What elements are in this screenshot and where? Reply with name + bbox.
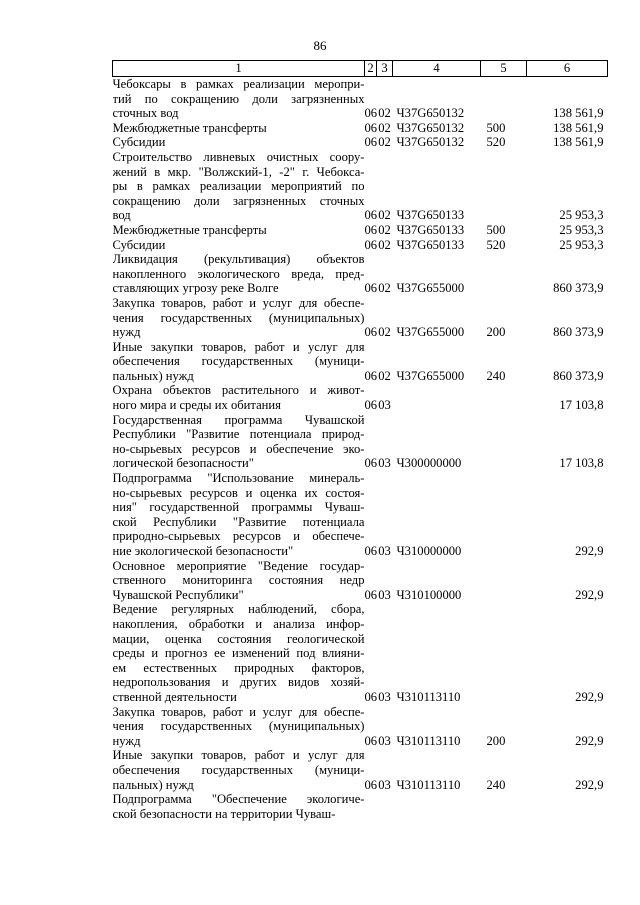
- description-line: ственного мониторинга состояния недр: [112, 573, 365, 588]
- description-line: нужд: [112, 325, 141, 340]
- target-article-code: Ч300000000: [396, 456, 462, 471]
- description-line: ние экологической безопасности": [112, 544, 294, 558]
- table-row: [113, 252, 608, 296]
- description-line: ственной деятельности: [112, 689, 237, 704]
- table-row: [113, 296, 608, 340]
- table-row: [113, 135, 608, 150]
- description-line: Республики "Развитие потенциала природ-: [112, 427, 365, 442]
- section-code: 06: [364, 120, 378, 135]
- row-description: [113, 602, 365, 704]
- expense-type-code: [481, 471, 527, 559]
- expense-type-code: [481, 602, 527, 704]
- subsection-code: 02: [378, 325, 391, 340]
- amount: 138 561,9: [553, 106, 604, 121]
- header-col-2: 2: [365, 61, 377, 77]
- description-line: накопленного экологического вреда, пред-: [112, 266, 365, 281]
- subsection-code: 02: [378, 237, 391, 252]
- description-line: нужд: [112, 733, 141, 748]
- row-description: [113, 77, 365, 121]
- description-line: но-сырьевых ресурсов и обеспечение эко-: [112, 441, 365, 456]
- amount: 25 953,3: [559, 208, 604, 223]
- row-description: [113, 238, 365, 253]
- description-line: Закупка товаров, работ и услуг для обеспе-: [112, 704, 365, 719]
- table-row: [113, 340, 608, 384]
- expense-type-code: [481, 150, 527, 223]
- description-line: Закупка товаров, работ и услуг для обеспе-: [112, 295, 365, 310]
- expense-type-code: [481, 559, 527, 603]
- description-line: Подпрограмма "Использование минераль-: [112, 471, 365, 486]
- expense-type-code: [481, 77, 527, 121]
- amount: 25 953,3: [559, 222, 604, 237]
- description-line: чения государственных (муниципальных): [112, 719, 365, 734]
- header-col-4: 4: [393, 61, 481, 77]
- subsection-code: 03: [378, 456, 391, 471]
- row-description: [113, 559, 365, 603]
- header-col-1: 1: [113, 61, 365, 77]
- description-line: мации, оценка состояния геологической: [112, 631, 365, 646]
- header-col-5: 5: [481, 61, 527, 77]
- description-line: Подпрограмма "Обеспечение экологиче-: [112, 792, 365, 807]
- subsection-code: 02: [378, 222, 391, 237]
- target-article-code: Ч37G650133: [396, 222, 465, 237]
- section-code: 06: [364, 325, 378, 340]
- description-line: Межбюджетные трансферты: [112, 120, 267, 135]
- subsection-code: 02: [378, 208, 391, 223]
- table-row: [113, 748, 608, 792]
- description-line: природно-сырьевых ресурсов и обеспече-: [112, 529, 365, 544]
- subsection-code: 02: [378, 106, 391, 121]
- subsection-code: [377, 792, 393, 821]
- section-code: 06: [364, 733, 378, 748]
- description-line: ской безопасности на территории Чуваш-: [112, 806, 336, 821]
- description-line: Иные закупки товаров, работ и услуг для: [112, 748, 365, 763]
- header-col-3: 3: [377, 61, 393, 77]
- description-line: Чебоксары в рамках реализации меропри-: [112, 77, 365, 91]
- amount: 25 953,3: [559, 237, 604, 252]
- description-line: пальных) нужд: [112, 777, 194, 792]
- subsection-code: 03: [378, 777, 391, 792]
- expense-type-code: 200: [486, 733, 506, 748]
- amount: 292,9: [575, 733, 604, 748]
- subsection-code: 03: [378, 689, 391, 704]
- amount: 138 561,9: [553, 120, 604, 135]
- target-article-code: Ч310113110: [396, 689, 461, 704]
- amount: [527, 792, 608, 821]
- row-description: [113, 792, 365, 821]
- description-line: Строительство ливневых очистных соору-: [112, 149, 365, 164]
- description-line: сокращению доли загрязненных сточных: [112, 193, 365, 208]
- subsection-code: 03: [378, 544, 391, 558]
- table-row: [113, 559, 608, 603]
- description-line: Чувашской Республики": [112, 587, 244, 602]
- expense-type-code: 240: [486, 368, 506, 383]
- description-line: Охрана объектов растительного и живот-: [112, 383, 365, 398]
- section-code: 06: [364, 456, 378, 471]
- target-article-code: Ч37G650133: [396, 208, 465, 223]
- target-article-code: Ч37G650132: [396, 135, 465, 150]
- row-description: [113, 252, 365, 296]
- description-line: но-сырьевых ресурсов и оценка их состоя-: [112, 485, 365, 500]
- target-article-code: Ч37G655000: [396, 325, 465, 340]
- table-row: [113, 238, 608, 253]
- subsection-code: 03: [378, 398, 391, 413]
- description-line: недропользования и других видов хозяй-: [112, 675, 365, 690]
- amount: 860 373,9: [553, 325, 604, 340]
- expense-type-code: [481, 383, 527, 412]
- target-article-code: [393, 383, 481, 412]
- section-code: 06: [364, 135, 378, 150]
- amount: 860 373,9: [553, 281, 604, 296]
- description-line: Ведение регулярных наблюдений, сбора,: [112, 602, 365, 617]
- description-line: Основное мероприятие "Ведение государ-: [112, 558, 365, 573]
- description-line: ем естественных природных факторов,: [112, 660, 365, 675]
- table-row: [113, 77, 608, 121]
- amount: 860 373,9: [553, 368, 604, 383]
- row-description: [113, 413, 365, 471]
- section-code: 06: [364, 544, 378, 558]
- table-row: [113, 121, 608, 136]
- description-line: сточных вод: [112, 106, 179, 121]
- target-article-code: Ч310000000: [396, 544, 462, 558]
- subsection-code: 02: [378, 281, 391, 296]
- target-article-code: Ч37G655000: [396, 281, 465, 296]
- subsection-code: 02: [378, 135, 391, 150]
- expense-type-code: [481, 792, 527, 821]
- row-description: [113, 705, 365, 749]
- expense-type-code: [481, 413, 527, 471]
- expense-type-code: 500: [486, 120, 506, 135]
- target-article-code: Ч310100000: [396, 587, 462, 602]
- description-line: Межбюджетные трансферты: [112, 222, 267, 237]
- description-line: Субсидии: [112, 135, 166, 150]
- description-line: жений в мкр. "Волжский-1, -2" г. Чебокса-: [112, 164, 365, 179]
- section-code: 06: [364, 398, 378, 413]
- description-line: Иные закупки товаров, работ и услуг для: [112, 339, 365, 354]
- description-line: ской Республики "Развитие потенциала: [112, 514, 365, 529]
- section-code: 06: [364, 106, 378, 121]
- row-description: [113, 748, 365, 792]
- target-article-code: Ч310113110: [396, 733, 461, 748]
- description-line: логической безопасности": [112, 456, 254, 471]
- expense-type-code: [481, 252, 527, 296]
- amount: 292,9: [575, 544, 604, 558]
- row-description: [113, 296, 365, 340]
- section-code: 06: [364, 368, 378, 383]
- amount: 138 561,9: [553, 135, 604, 150]
- section-code: 06: [364, 237, 378, 252]
- target-article-code: [393, 792, 481, 821]
- target-article-code: Ч37G650132: [396, 120, 465, 135]
- table-row: [113, 413, 608, 471]
- description-line: ного мира и среды их обитания: [112, 398, 281, 413]
- description-line: пальных) нужд: [112, 368, 194, 383]
- description-line: ры в рамках реализации мероприятий по: [112, 179, 365, 194]
- row-description: [113, 340, 365, 384]
- subsection-code: 03: [378, 587, 391, 602]
- target-article-code: Ч37G650133: [396, 237, 465, 252]
- row-description: [113, 223, 365, 238]
- section-code: 06: [364, 281, 378, 296]
- budget-table: [112, 60, 608, 821]
- target-article-code: Ч37G655000: [396, 368, 465, 383]
- description-line: среды и прогноз ее изменений под влияни-: [112, 646, 365, 661]
- section-code: 06: [364, 587, 378, 602]
- table-row: [113, 471, 608, 559]
- description-line: Государственная программа Чувашской: [112, 412, 365, 427]
- description-line: ставляющих угрозу реке Волге: [112, 281, 279, 296]
- table-row: [113, 383, 608, 412]
- table-body: [113, 77, 608, 822]
- description-line: тий по сокращению доли загрязненных: [112, 91, 365, 106]
- amount: 17 103,8: [559, 456, 604, 471]
- table-row: [113, 792, 608, 821]
- row-description: [113, 471, 365, 559]
- expense-type-code: 240: [486, 777, 506, 792]
- table-row: [113, 602, 608, 704]
- row-description: [113, 135, 365, 150]
- description-line: ния" государственной программы Чуваш-: [112, 500, 365, 515]
- amount: 292,9: [575, 587, 604, 602]
- section-code: [365, 792, 377, 821]
- description-line: обеспечения государственных (муници-: [112, 354, 365, 369]
- section-code: 06: [364, 222, 378, 237]
- header-row: [113, 61, 608, 77]
- expense-type-code: 520: [486, 237, 506, 252]
- description-line: обеспечения государственных (муници-: [112, 762, 365, 777]
- table-row: [113, 150, 608, 223]
- description-line: Субсидии: [112, 237, 166, 252]
- target-article-code: Ч37G650132: [396, 106, 465, 121]
- section-code: 06: [364, 777, 378, 792]
- target-article-code: Ч310113110: [396, 777, 461, 792]
- description-line: вод: [112, 208, 131, 223]
- amount: 292,9: [575, 777, 604, 792]
- table-row: [113, 223, 608, 238]
- page-number: 86: [313, 38, 327, 53]
- subsection-code: 02: [378, 368, 391, 383]
- expense-type-code: 500: [486, 222, 506, 237]
- amount: 292,9: [575, 689, 604, 704]
- description-line: накопления, обработки и анализа инфор-: [112, 616, 365, 631]
- expense-type-code: 520: [486, 135, 506, 150]
- row-description: [113, 121, 365, 136]
- section-code: 06: [364, 689, 378, 704]
- header-col-6: 6: [527, 61, 608, 77]
- description-line: Ликвидация (рекультивация) объектов: [112, 252, 365, 267]
- section-code: 06: [364, 208, 378, 223]
- expense-type-code: 200: [486, 325, 506, 340]
- table-row: [113, 705, 608, 749]
- row-description: [113, 150, 365, 223]
- subsection-code: 03: [378, 733, 391, 748]
- description-line: чения государственных (муниципальных): [112, 310, 365, 325]
- subsection-code: 02: [378, 120, 391, 135]
- row-description: [113, 383, 365, 412]
- amount: 17 103,8: [559, 398, 604, 413]
